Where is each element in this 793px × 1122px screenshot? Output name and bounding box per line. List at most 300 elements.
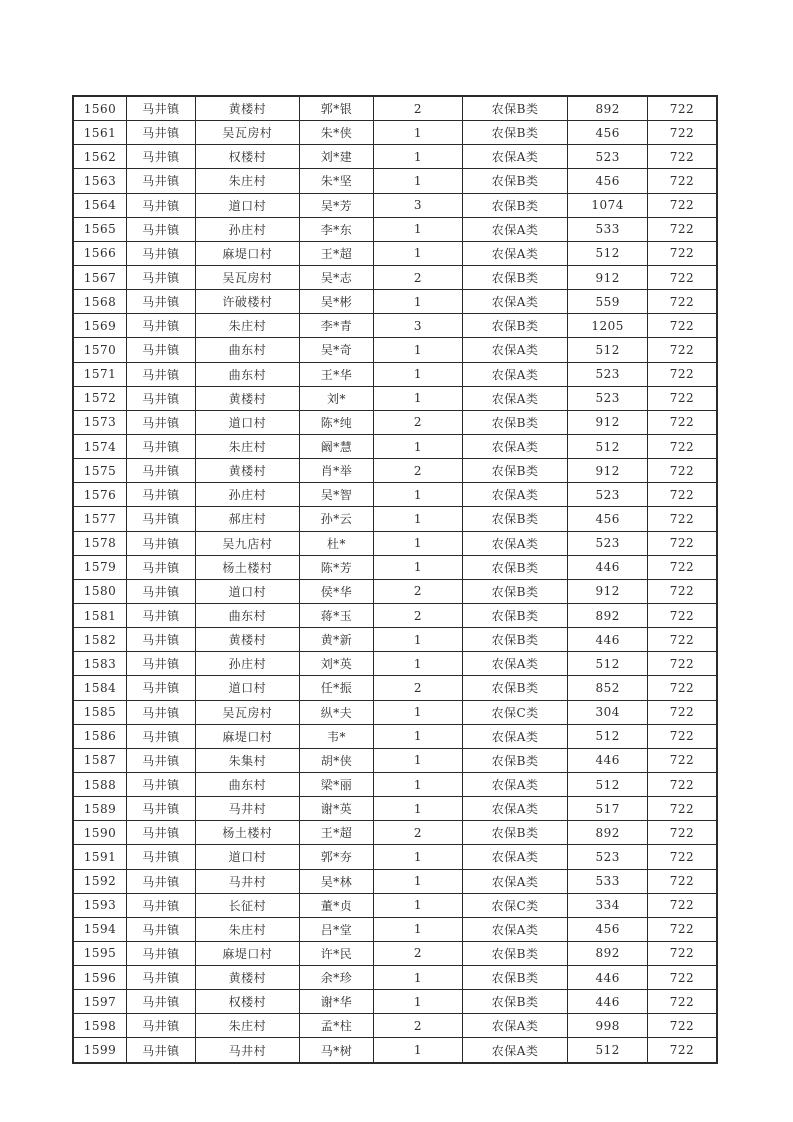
cell-standard: 722: [647, 290, 717, 314]
table-row: [73, 241, 717, 265]
cell-count: 2: [374, 603, 463, 627]
cell-row-index: 1599: [73, 1038, 126, 1063]
cell-person-name: 许*民: [299, 941, 373, 965]
cell-amount: 446: [568, 628, 648, 652]
cell-town: 马井镇: [126, 145, 195, 169]
cell-town: 马井镇: [126, 507, 195, 531]
cell-standard: 722: [647, 724, 717, 748]
table-row: [73, 917, 717, 941]
cell-amount: 852: [568, 676, 648, 700]
cell-village: 马井村: [195, 869, 299, 893]
table-row: [73, 1038, 717, 1063]
cell-insurance-category: 农保B类: [462, 121, 568, 145]
cell-town: 马井镇: [126, 700, 195, 724]
cell-person-name: 朱*侠: [299, 121, 373, 145]
cell-town: 马井镇: [126, 990, 195, 1014]
table-row: [73, 869, 717, 893]
cell-count: 1: [374, 386, 463, 410]
cell-standard: 722: [647, 941, 717, 965]
cell-standard: 722: [647, 434, 717, 458]
cell-amount: 912: [568, 579, 648, 603]
cell-insurance-category: 农保A类: [462, 1038, 568, 1063]
cell-insurance-category: 农保A类: [462, 145, 568, 169]
cell-town: 马井镇: [126, 410, 195, 434]
cell-row-index: 1587: [73, 748, 126, 772]
cell-village: 朱庄村: [195, 917, 299, 941]
cell-count: 1: [374, 145, 463, 169]
cell-town: 马井镇: [126, 290, 195, 314]
cell-insurance-category: 农保B类: [462, 96, 568, 121]
cell-insurance-category: 农保A类: [462, 290, 568, 314]
table-row: [73, 386, 717, 410]
cell-count: 2: [374, 676, 463, 700]
cell-standard: 722: [647, 603, 717, 627]
cell-standard: 722: [647, 772, 717, 796]
cell-row-index: 1588: [73, 772, 126, 796]
table-row: [73, 434, 717, 458]
table-row: [73, 990, 717, 1014]
table-row: [73, 483, 717, 507]
cell-amount: 1074: [568, 193, 648, 217]
cell-standard: 722: [647, 459, 717, 483]
cell-count: 2: [374, 579, 463, 603]
cell-person-name: 朱*坚: [299, 169, 373, 193]
cell-standard: 722: [647, 507, 717, 531]
cell-village: 黄楼村: [195, 386, 299, 410]
cell-amount: 456: [568, 507, 648, 531]
cell-town: 马井镇: [126, 193, 195, 217]
cell-town: 马井镇: [126, 772, 195, 796]
cell-insurance-category: 农保A类: [462, 917, 568, 941]
cell-person-name: 吴*奇: [299, 338, 373, 362]
cell-village: 道口村: [195, 845, 299, 869]
cell-insurance-category: 农保A类: [462, 652, 568, 676]
cell-amount: 912: [568, 410, 648, 434]
table-row: [73, 410, 717, 434]
cell-person-name: 吴*智: [299, 483, 373, 507]
cell-insurance-category: 农保B类: [462, 265, 568, 289]
cell-person-name: 王*华: [299, 362, 373, 386]
cell-amount: 446: [568, 555, 648, 579]
cell-standard: 722: [647, 652, 717, 676]
cell-town: 马井镇: [126, 748, 195, 772]
cell-row-index: 1576: [73, 483, 126, 507]
cell-insurance-category: 农保B类: [462, 990, 568, 1014]
cell-amount: 523: [568, 845, 648, 869]
cell-village: 许破楼村: [195, 290, 299, 314]
cell-person-name: 任*振: [299, 676, 373, 700]
cell-village: 道口村: [195, 579, 299, 603]
cell-count: 1: [374, 531, 463, 555]
cell-amount: 998: [568, 1014, 648, 1038]
cell-amount: 456: [568, 169, 648, 193]
cell-row-index: 1597: [73, 990, 126, 1014]
cell-standard: 722: [647, 893, 717, 917]
cell-standard: 722: [647, 531, 717, 555]
cell-row-index: 1578: [73, 531, 126, 555]
cell-standard: 722: [647, 483, 717, 507]
cell-count: 2: [374, 459, 463, 483]
cell-insurance-category: 农保B类: [462, 169, 568, 193]
cell-standard: 722: [647, 628, 717, 652]
cell-town: 马井镇: [126, 893, 195, 917]
cell-village: 孙庄村: [195, 217, 299, 241]
cell-standard: 722: [647, 96, 717, 121]
cell-standard: 722: [647, 217, 717, 241]
cell-count: 1: [374, 290, 463, 314]
cell-person-name: 刘*: [299, 386, 373, 410]
cell-town: 马井镇: [126, 362, 195, 386]
cell-insurance-category: 农保A类: [462, 338, 568, 362]
table-row: [73, 579, 717, 603]
table-row: [73, 459, 717, 483]
cell-row-index: 1594: [73, 917, 126, 941]
cell-person-name: 董*贞: [299, 893, 373, 917]
cell-insurance-category: 农保A类: [462, 845, 568, 869]
cell-person-name: 梁*丽: [299, 772, 373, 796]
cell-row-index: 1561: [73, 121, 126, 145]
cell-town: 马井镇: [126, 386, 195, 410]
cell-insurance-category: 农保A类: [462, 869, 568, 893]
cell-amount: 892: [568, 96, 648, 121]
cell-town: 马井镇: [126, 845, 195, 869]
cell-amount: 512: [568, 434, 648, 458]
cell-person-name: 韦*: [299, 724, 373, 748]
cell-standard: 722: [647, 579, 717, 603]
cell-village: 朱庄村: [195, 434, 299, 458]
cell-row-index: 1590: [73, 821, 126, 845]
table-row: [73, 193, 717, 217]
table-row: [73, 265, 717, 289]
cell-person-name: 吕*堂: [299, 917, 373, 941]
cell-row-index: 1569: [73, 314, 126, 338]
cell-village: 郝庄村: [195, 507, 299, 531]
cell-person-name: 谢*华: [299, 990, 373, 1014]
cell-row-index: 1560: [73, 96, 126, 121]
table-row: [73, 96, 717, 121]
cell-count: 1: [374, 483, 463, 507]
cell-person-name: 谢*英: [299, 797, 373, 821]
cell-person-name: 马*树: [299, 1038, 373, 1063]
cell-town: 马井镇: [126, 121, 195, 145]
cell-insurance-category: 农保A类: [462, 772, 568, 796]
table-row: [73, 362, 717, 386]
cell-count: 1: [374, 772, 463, 796]
table-row: [73, 555, 717, 579]
cell-count: 2: [374, 1014, 463, 1038]
cell-insurance-category: 农保A类: [462, 434, 568, 458]
cell-village: 道口村: [195, 410, 299, 434]
cell-standard: 722: [647, 241, 717, 265]
cell-person-name: 刘*建: [299, 145, 373, 169]
cell-standard: 722: [647, 338, 717, 362]
cell-standard: 722: [647, 797, 717, 821]
table-row: [73, 821, 717, 845]
cell-insurance-category: 农保B类: [462, 459, 568, 483]
cell-count: 1: [374, 217, 463, 241]
cell-village: 麻堤口村: [195, 941, 299, 965]
cell-person-name: 肖*举: [299, 459, 373, 483]
cell-village: 吴瓦房村: [195, 700, 299, 724]
cell-town: 马井镇: [126, 265, 195, 289]
cell-town: 马井镇: [126, 459, 195, 483]
cell-amount: 533: [568, 869, 648, 893]
cell-village: 吴九店村: [195, 531, 299, 555]
cell-person-name: 胡*侠: [299, 748, 373, 772]
cell-insurance-category: 农保B类: [462, 579, 568, 603]
cell-person-name: 侯*华: [299, 579, 373, 603]
cell-insurance-category: 农保A类: [462, 241, 568, 265]
cell-standard: 722: [647, 966, 717, 990]
cell-row-index: 1565: [73, 217, 126, 241]
table-row: [73, 676, 717, 700]
cell-count: 2: [374, 941, 463, 965]
cell-town: 马井镇: [126, 217, 195, 241]
cell-row-index: 1571: [73, 362, 126, 386]
cell-amount: 1205: [568, 314, 648, 338]
cell-row-index: 1572: [73, 386, 126, 410]
cell-row-index: 1575: [73, 459, 126, 483]
cell-standard: 722: [647, 145, 717, 169]
cell-count: 1: [374, 724, 463, 748]
cell-village: 黄楼村: [195, 628, 299, 652]
cell-standard: 722: [647, 362, 717, 386]
table-row: [73, 652, 717, 676]
table-row: [73, 797, 717, 821]
cell-village: 孙庄村: [195, 483, 299, 507]
cell-insurance-category: 农保A类: [462, 483, 568, 507]
cell-insurance-category: 农保B类: [462, 821, 568, 845]
cell-amount: 446: [568, 966, 648, 990]
cell-row-index: 1581: [73, 603, 126, 627]
cell-count: 1: [374, 893, 463, 917]
cell-row-index: 1570: [73, 338, 126, 362]
cell-count: 1: [374, 169, 463, 193]
cell-count: 3: [374, 314, 463, 338]
cell-town: 马井镇: [126, 966, 195, 990]
cell-village: 朱集村: [195, 748, 299, 772]
cell-count: 1: [374, 797, 463, 821]
cell-town: 马井镇: [126, 724, 195, 748]
cell-standard: 722: [647, 845, 717, 869]
cell-row-index: 1573: [73, 410, 126, 434]
cell-person-name: 吴*林: [299, 869, 373, 893]
table-row: [73, 941, 717, 965]
cell-village: 曲东村: [195, 772, 299, 796]
cell-town: 马井镇: [126, 169, 195, 193]
table-body: [73, 96, 717, 1063]
cell-insurance-category: 农保A类: [462, 531, 568, 555]
cell-count: 1: [374, 362, 463, 386]
table-row: [73, 121, 717, 145]
cell-town: 马井镇: [126, 555, 195, 579]
cell-village: 马井村: [195, 1038, 299, 1063]
cell-person-name: 蒋*玉: [299, 603, 373, 627]
table-row: [73, 724, 717, 748]
cell-village: 黄楼村: [195, 966, 299, 990]
cell-standard: 722: [647, 748, 717, 772]
table-row: [73, 748, 717, 772]
cell-row-index: 1591: [73, 845, 126, 869]
cell-town: 马井镇: [126, 338, 195, 362]
cell-count: 1: [374, 241, 463, 265]
table-row: [73, 893, 717, 917]
cell-row-index: 1592: [73, 869, 126, 893]
cell-village: 朱庄村: [195, 169, 299, 193]
cell-standard: 722: [647, 169, 717, 193]
cell-insurance-category: 农保B类: [462, 410, 568, 434]
cell-amount: 533: [568, 217, 648, 241]
cell-person-name: 吴*志: [299, 265, 373, 289]
cell-village: 黄楼村: [195, 459, 299, 483]
cell-amount: 304: [568, 700, 648, 724]
cell-insurance-category: 农保A类: [462, 797, 568, 821]
cell-town: 马井镇: [126, 434, 195, 458]
cell-standard: 722: [647, 410, 717, 434]
cell-village: 曲东村: [195, 362, 299, 386]
cell-town: 马井镇: [126, 579, 195, 603]
cell-amount: 512: [568, 241, 648, 265]
cell-town: 马井镇: [126, 628, 195, 652]
cell-count: 2: [374, 96, 463, 121]
cell-town: 马井镇: [126, 917, 195, 941]
cell-town: 马井镇: [126, 314, 195, 338]
cell-insurance-category: 农保A类: [462, 1014, 568, 1038]
cell-village: 曲东村: [195, 603, 299, 627]
cell-count: 1: [374, 700, 463, 724]
cell-standard: 722: [647, 700, 717, 724]
cell-insurance-category: 农保A类: [462, 362, 568, 386]
cell-amount: 517: [568, 797, 648, 821]
cell-town: 马井镇: [126, 652, 195, 676]
cell-standard: 722: [647, 121, 717, 145]
cell-insurance-category: 农保C类: [462, 700, 568, 724]
cell-insurance-category: 农保B类: [462, 628, 568, 652]
cell-row-index: 1564: [73, 193, 126, 217]
cell-row-index: 1583: [73, 652, 126, 676]
cell-count: 1: [374, 338, 463, 362]
cell-amount: 456: [568, 121, 648, 145]
cell-standard: 722: [647, 193, 717, 217]
cell-count: 1: [374, 917, 463, 941]
cell-village: 麻堤口村: [195, 241, 299, 265]
table-row: [73, 628, 717, 652]
table-row: [73, 772, 717, 796]
cell-row-index: 1568: [73, 290, 126, 314]
cell-insurance-category: 农保B类: [462, 603, 568, 627]
cell-amount: 523: [568, 531, 648, 555]
cell-person-name: 黄*新: [299, 628, 373, 652]
cell-village: 黄楼村: [195, 96, 299, 121]
cell-standard: 722: [647, 990, 717, 1014]
cell-amount: 512: [568, 1038, 648, 1063]
table-row: [73, 507, 717, 531]
cell-person-name: 陈*纯: [299, 410, 373, 434]
cell-amount: 892: [568, 821, 648, 845]
cell-amount: 892: [568, 603, 648, 627]
cell-count: 3: [374, 193, 463, 217]
cell-insurance-category: 农保B类: [462, 193, 568, 217]
cell-town: 马井镇: [126, 483, 195, 507]
cell-standard: 722: [647, 676, 717, 700]
cell-person-name: 阚*慧: [299, 434, 373, 458]
cell-count: 1: [374, 869, 463, 893]
cell-row-index: 1596: [73, 966, 126, 990]
cell-village: 曲东村: [195, 338, 299, 362]
cell-person-name: 李*东: [299, 217, 373, 241]
cell-amount: 512: [568, 772, 648, 796]
cell-person-name: 郭*夯: [299, 845, 373, 869]
cell-insurance-category: 农保B类: [462, 966, 568, 990]
cell-village: 朱庄村: [195, 1014, 299, 1038]
cell-amount: 512: [568, 652, 648, 676]
cell-count: 1: [374, 748, 463, 772]
cell-amount: 334: [568, 893, 648, 917]
cell-count: 1: [374, 507, 463, 531]
cell-person-name: 王*超: [299, 241, 373, 265]
cell-insurance-category: 农保A类: [462, 386, 568, 410]
cell-village: 吴瓦房村: [195, 265, 299, 289]
table-row: [73, 217, 717, 241]
cell-standard: 722: [647, 265, 717, 289]
cell-amount: 912: [568, 265, 648, 289]
table-row: [73, 531, 717, 555]
cell-standard: 722: [647, 869, 717, 893]
cell-town: 马井镇: [126, 1014, 195, 1038]
cell-village: 道口村: [195, 193, 299, 217]
cell-person-name: 李*青: [299, 314, 373, 338]
cell-amount: 456: [568, 917, 648, 941]
cell-amount: 559: [568, 290, 648, 314]
cell-row-index: 1585: [73, 700, 126, 724]
cell-person-name: 王*超: [299, 821, 373, 845]
cell-standard: 722: [647, 821, 717, 845]
cell-standard: 722: [647, 555, 717, 579]
cell-town: 马井镇: [126, 241, 195, 265]
table-row: [73, 966, 717, 990]
table-row: [73, 338, 717, 362]
cell-row-index: 1579: [73, 555, 126, 579]
cell-count: 1: [374, 121, 463, 145]
cell-person-name: 纵*夫: [299, 700, 373, 724]
cell-person-name: 余*珍: [299, 966, 373, 990]
cell-town: 马井镇: [126, 869, 195, 893]
cell-row-index: 1577: [73, 507, 126, 531]
cell-insurance-category: 农保A类: [462, 724, 568, 748]
cell-amount: 523: [568, 362, 648, 386]
cell-village: 马井村: [195, 797, 299, 821]
cell-row-index: 1574: [73, 434, 126, 458]
cell-insurance-category: 农保C类: [462, 893, 568, 917]
cell-insurance-category: 农保B类: [462, 507, 568, 531]
cell-town: 马井镇: [126, 1038, 195, 1063]
cell-village: 道口村: [195, 676, 299, 700]
cell-town: 马井镇: [126, 603, 195, 627]
cell-amount: 446: [568, 990, 648, 1014]
cell-town: 马井镇: [126, 676, 195, 700]
cell-standard: 722: [647, 1014, 717, 1038]
table-row: [73, 314, 717, 338]
cell-count: 2: [374, 410, 463, 434]
cell-village: 朱庄村: [195, 314, 299, 338]
cell-count: 1: [374, 845, 463, 869]
cell-count: 1: [374, 1038, 463, 1063]
cell-town: 马井镇: [126, 96, 195, 121]
cell-row-index: 1595: [73, 941, 126, 965]
cell-person-name: 郭*银: [299, 96, 373, 121]
cell-village: 杨土楼村: [195, 555, 299, 579]
cell-row-index: 1586: [73, 724, 126, 748]
